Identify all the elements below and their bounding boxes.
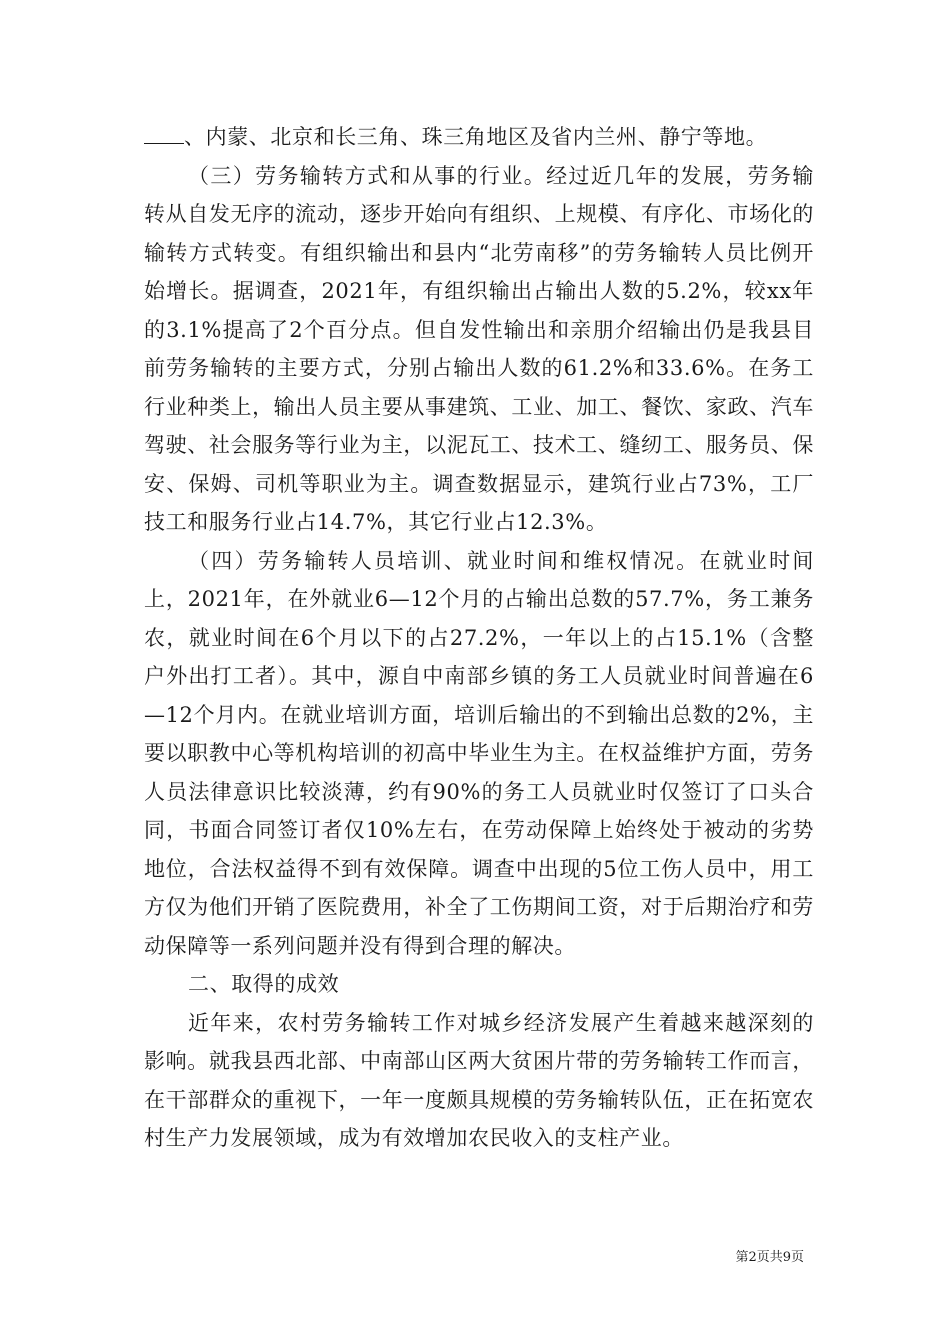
document-body [144, 118, 814, 1158]
paragraph-section-4: （四）劳务输转人员培训、就业时间和维权情况。在就业时间上，2021年，在外就业6—12个月的占输出总数的57.7%，务工兼务农，就业时间在6个月以下的占27.2%，一年以上的占15.1%（含整户外出打工者）。其中，源自中南部乡镇的务工人员就业时间普遍在6—12个月内。在就业培训方面，培训后输出的不到输出总数的2%，主要以职教中心等机构培训的初高中毕业生为主。在权益维护方面，劳务人员法律意识比较淡薄，约有90%的务工人员就业时仅签订了口头合同，书面合同签订者仅10%左右，在劳动保障上始终处于被动的劣势地位，合法权益得不到有效保障。调查中出现的5位工伤人员中，用工方仅为他们开销了医院费用，补全了工伤期间工资，对于后期治疗和劳动保障等一系列问题并没有得到合理的解决。 [144, 548, 814, 958]
paragraph-achievements: 近年来，农村劳务输转工作对城乡经济发展产生着越来越深刻的影响。就我县西北部、中南部山区两大贫困片带的劳务输转工作而言，在干部群众的重视下，一年一度颇具规模的劳务输转队伍，正在拓宽农村生产力发展领域，成为有效增加农民收入的支柱产业。 [144, 1010, 814, 1150]
blank-underline [144, 125, 184, 144]
paragraph-continuation-text: 、内蒙、北京和长三角、珠三角地区及省内兰州、静宁等地。 [184, 125, 768, 149]
paragraph-section-3: （三）劳务输转方式和从事的行业。经过近几年的发展，劳务输转从自发无序的流动，逐步开始向有组织、上规模、有序化、市场化的输转方式转变。有组织输出和县内“北劳南移”的劳务输转人员比例开始增长。据调查，2021年，有组织输出占输出人数的5.2%，较xx年的3.1%提高了2个百分点。但自发性输出和亲朋介绍输出仍是我县目前劳务输转的主要方式，分别占输出人数的61.2%和33.6%。在务工行业种类上，输出人员主要从事建筑、工业、加工、餐饮、家政、汽车驾驶、社会服务等行业为主，以泥瓦工、技术工、缝纫工、服务员、保安、保姆、司机等职业为主。调查数据显示，建筑行业占73%，工厂技工和服务行业占14.7%，其它行业占12.3%。 [144, 163, 814, 534]
paragraph-continuation [144, 118, 814, 157]
heading-achievements: 二、取得的成效 [188, 972, 340, 996]
page-number: 第2页共9页 [735, 1250, 804, 1265]
